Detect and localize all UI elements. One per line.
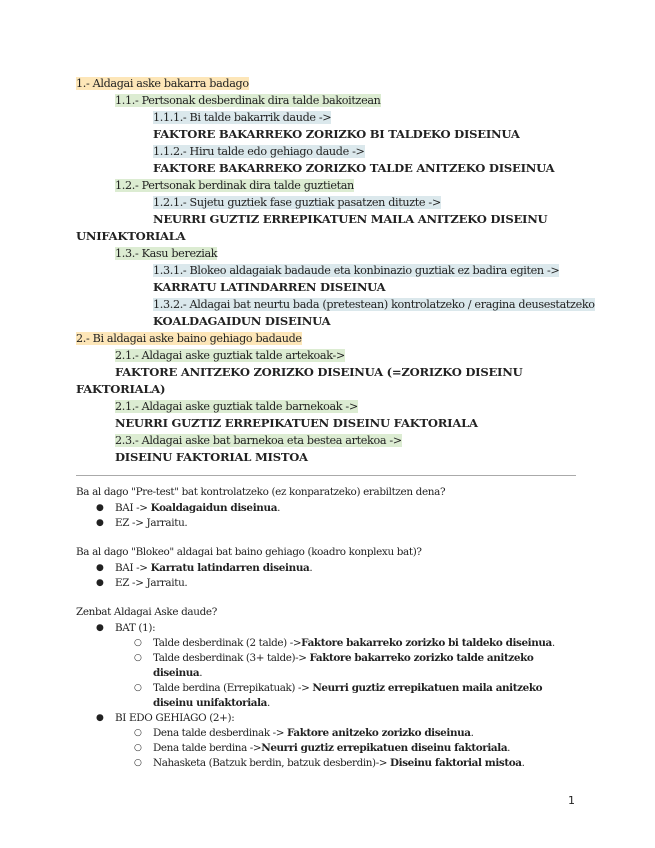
result-1-2-1: NEURRI GUZTIZ ERREPIKATUEN MAILA ANITZEKO DISEINU UNIFAKTORIALA [76,212,548,243]
result-2-3: DISEINU FAKTORIAL MISTOA [115,450,308,464]
question-text: Ba al dago "Blokeo" aldagai bat baino gehiago (koadro konplexu bat)? [76,546,422,558]
circle-bullet-icon: ○ [134,683,142,693]
list-item: ● BI EDO GEHIAGO (2+): ○ Dena talde desberdinak -> Faktore anitzeko zorizko diseinua. ○ Dena talde berdina ->Neurri guztiz errepikatuen diseinu faktoriala. ○ Nahasketa (Batzuk berdin, batzuk desberdin)-> Diseinu faktorial mistoa. [76,711,576,771]
section-2-1: 2.1.- Aldagai aske guztiak talde artekoak-> [115,349,345,362]
list-item: ● BAI -> Koaldagaidun diseinua. [96,502,281,514]
list-item: ○ Dena talde berdina ->Neurri guztiz errepikatuen diseinu faktoriala. [134,742,511,754]
outline [76,75,595,466]
page-number: 1 [568,794,575,807]
question-text: Ba al dago "Pre-test" bat kontrolatzeko (ez konparatzeko) erabiltzen dena? [76,486,446,498]
result-2-2: NEURRI GUZTIZ ERREPIKATUEN DISEINU FAKTORIALA [115,416,478,430]
section-1: 1.- Aldagai aske bakarra badago [76,77,249,90]
question-count [76,605,576,771]
section-1-2-1: 1.2.1.- Sujetu guztiek fase guztiak pasatzen dituzte -> [153,196,441,209]
section-2-2: 2.1.- Aldagai aske guztiak talde barnekoak -> [115,400,358,413]
list-item: ● BAT (1): ○ Talde desberdinak (2 talde) ->Faktore bakarreko zorizko bi taldeko diseinua. ○ Talde desberdinak (3+ talde)-> Faktore bakarreko zorizko talde anitzeko diseinua. ○ Talde berdina (Errepikatuak) -> Neurri guztiz errepikatuen maila anitzeko diseinu unifaktoriala. [76,621,576,711]
section-1-1-2: 1.1.2.- Hiru talde edo gehiago daude -> [153,145,365,158]
section-1-3-2: 1.3.2.- Aldagai bat neurtu bada (pretestean) kontrolatzeko / eragina deusestatzeko [153,298,595,311]
list-item: ○ Talde desberdinak (3+ talde)-> Faktore bakarreko zorizko talde anitzeko diseinua. [134,652,534,679]
circle-bullet-icon: ○ [134,653,142,663]
question-text: Zenbat Aldagai Aske daude? [76,606,217,618]
section-1-3: 1.3.- Kasu bereziak [115,247,218,260]
result-1-1-2: FAKTORE BAKARREKO ZORIZKO TALDE ANITZEKO DISEINUA [153,161,555,175]
list-item: ● EZ -> Jarraitu. [96,577,188,589]
section-2-3: 2.3.- Aldagai aske bat barnekoa eta bestea artekoa -> [115,434,402,447]
circle-bullet-icon: ○ [134,758,142,768]
list-item: ● BAI -> Karratu latindarren diseinua. [96,562,313,574]
section-1-1: 1.1.- Pertsonak desberdinak dira talde bakoitzean [115,94,381,107]
section-1-3-1: 1.3.1.- Blokeo aldagaiak badaude eta konbinazio guztiak ez badira egiten -> [153,264,560,277]
list-item: ○ Talde berdina (Errepikatuak) -> Neurri guztiz errepikatuen maila anitzeko diseinu unifaktoriala. [134,682,543,709]
bullet-icon: ● [96,713,104,723]
bullet-icon: ● [96,563,104,573]
document-page [76,75,595,785]
list-item: ○ Dena talde desberdinak -> Faktore anitzeko zorizko diseinua. [134,727,474,739]
section-1-1-1: 1.1.1.- Bi talde bakarrik daude -> [153,111,332,124]
result-1-1-1: FAKTORE BAKARREKO ZORIZKO BI TALDEKO DISEINUA [153,127,520,141]
divider [76,475,576,476]
circle-bullet-icon: ○ [134,638,142,648]
section-2: 2.- Bi aldagai aske baino gehiago badaude [76,332,302,345]
result-2-1: FAKTORE ANITZEKO ZORIZKO DISEINUA (=ZORIZKO DISEINU FAKTORIALA) [76,365,523,396]
bullet-icon: ● [96,623,104,633]
circle-bullet-icon: ○ [134,728,142,738]
list-item: ○ Talde desberdinak (2 talde) ->Faktore bakarreko zorizko bi taldeko diseinua. [134,637,555,649]
list-item: ○ Nahasketa (Batzuk berdin, batzuk desberdin)-> Diseinu faktorial mistoa. [134,757,525,769]
circle-bullet-icon: ○ [134,743,142,753]
question-pretest [76,485,576,531]
bullet-icon: ● [96,518,104,528]
result-1-3-1: KARRATU LATINDARREN DISEINUA [153,280,386,294]
section-1-2: 1.2.- Pertsonak berdinak dira talde guztietan [115,179,354,192]
question-blokeo [76,545,576,591]
bullet-icon: ● [96,503,104,513]
result-1-3-2: KOALDAGAIDUN DISEINUA [153,314,331,328]
bullet-icon: ● [96,578,104,588]
list-item: ● EZ -> Jarraitu. [96,517,188,529]
